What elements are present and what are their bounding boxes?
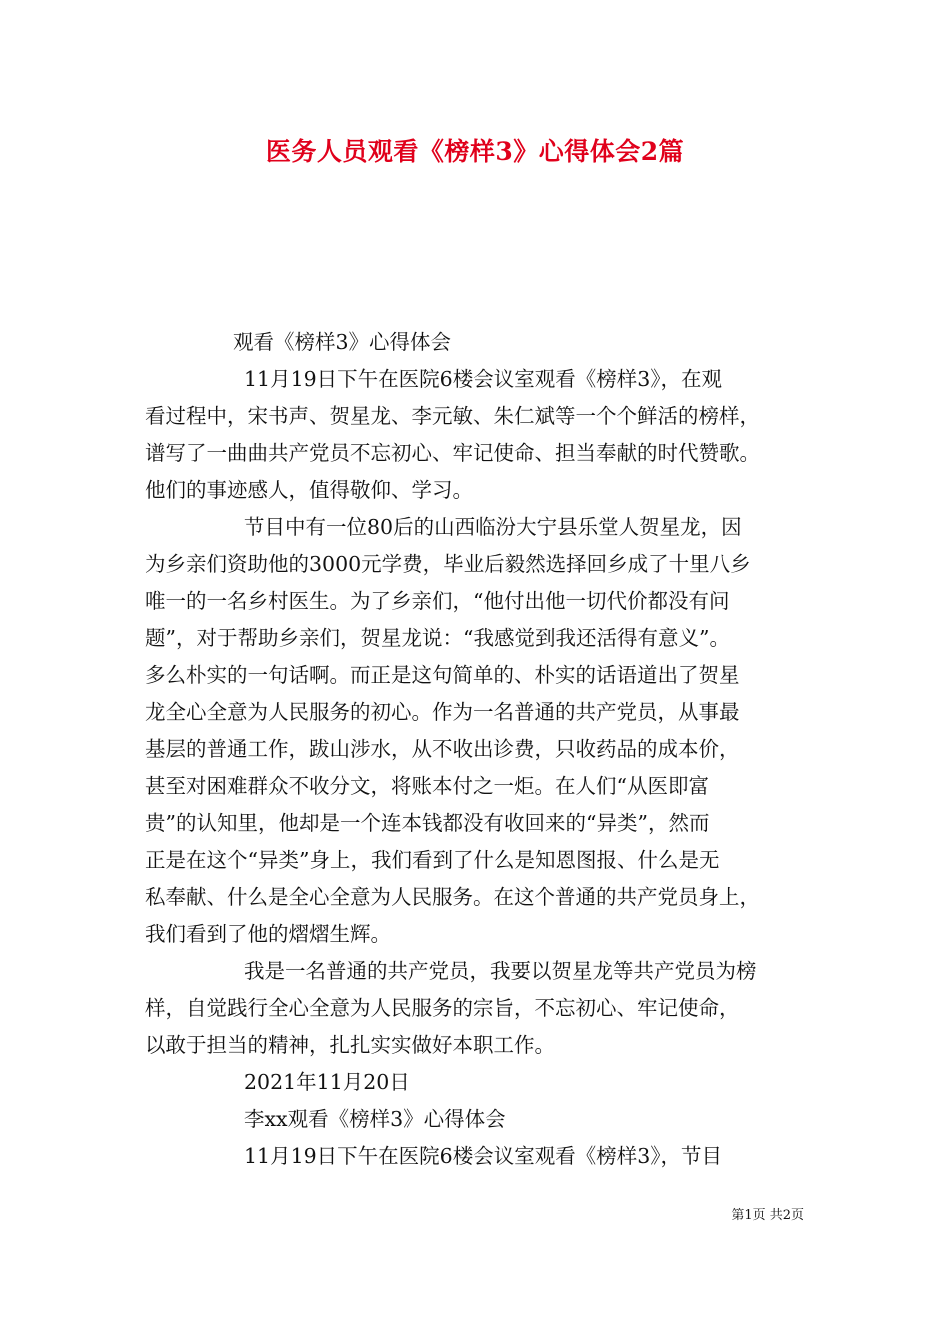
page-title: 医务人员观看《榜样3》心得体会2篇: [265, 137, 685, 166]
subtitle-line: 李xx观看《榜样3》心得体会: [244, 1107, 506, 1131]
body-line: 唯一的一名乡村医生。为了乡亲们，“他付出他一切代价都没有问: [145, 589, 730, 613]
body-line: 样，自觉践行全心全意为人民服务的宗旨，不忘初心、牢记使命，: [145, 996, 740, 1020]
body-line: 题”，对于帮助乡亲们，贺星龙说：“我感觉到我还活得有意义”。: [145, 626, 730, 650]
body-line: 11月19日下午在医院6楼会议室观看《榜样3》，在观: [244, 367, 723, 391]
body-line: 甚至对困难群众不收分文，将账本付之一炬。在人们“从医即富: [145, 774, 709, 798]
date-line: 2021年11月20日: [244, 1070, 410, 1094]
body-line: 谱写了一曲曲共产党员不忘初心、牢记使命、担当奉献的时代赞歌。: [145, 441, 760, 465]
body-line: 贵”的认知里，他却是一个连本钱都没有收回来的“异类”，然而: [145, 811, 710, 835]
body-line: 我是一名普通的共产党员，我要以贺星龙等共产党员为榜: [244, 959, 757, 983]
subtitle-line: 观看《榜样3》心得体会: [233, 330, 452, 354]
body-line: 节目中有一位80后的山西临汾大宁县乐堂人贺星龙，因: [244, 515, 742, 539]
body-line: 基层的普通工作，跋山涉水，从不收出诊费，只收药品的成本价，: [145, 737, 740, 761]
page-number: 第1页 共2页: [731, 1208, 804, 1223]
body-line: 以敢于担当的精神，扎扎实实做好本职工作。: [145, 1033, 555, 1057]
body-line: 11月19日下午在医院6楼会议室观看《榜样3》，节目: [244, 1144, 723, 1168]
body-line: 龙全心全意为人民服务的初心。作为一名普通的共产党员，从事最: [145, 700, 740, 724]
body-line: 多么朴实的一句话啊。而正是这句简单的、朴实的话语道出了贺星: [145, 663, 740, 687]
body-line: 他们的事迹感人，值得敬仰、学习。: [145, 478, 473, 502]
body-line: 正是在这个“异类”身上，我们看到了什么是知恩图报、什么是无: [145, 848, 720, 872]
body-line: 为乡亲们资助他的3000元学费，毕业后毅然选择回乡成了十里八乡: [145, 552, 751, 576]
body-line: 看过程中，宋书声、贺星龙、李元敏、朱仁斌等一个个鲜活的榜样，: [145, 404, 760, 428]
body-line: 私奉献、什么是全心全意为人民服务。在这个普通的共产党员身上，: [145, 885, 760, 909]
body-line: 我们看到了他的熠熠生辉。: [145, 922, 391, 946]
